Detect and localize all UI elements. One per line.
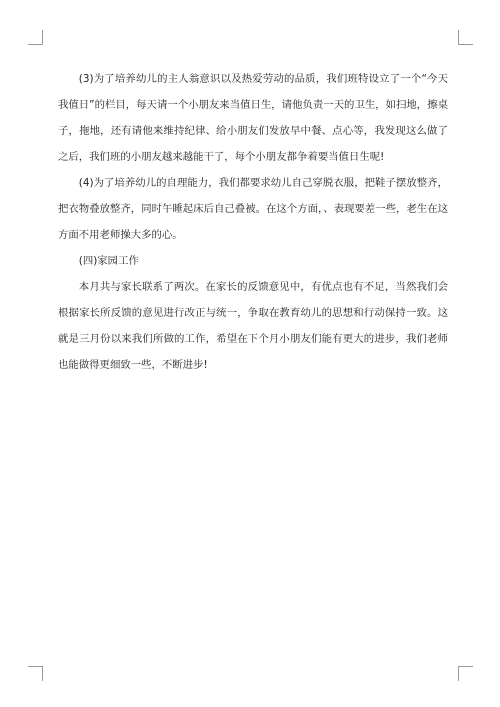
document-body bbox=[58, 66, 448, 378]
paragraph-home-school: 本月共与家长联系了两次。在家长的反馈意见中，有优点也有不足，当然我们会根据家长所反馈的意见进行改正与统一，争取在教育幼儿的思想和行动保持一致。这就是三月份以来我们所做的工作，希望在下个月小朋友们能有更大的进步，我们老师也能做得更细致一些，不断进步! bbox=[58, 281, 448, 371]
paragraph-self-care: (4)为了培养幼儿的自理能力，我们都要求幼儿自己穿脱衣服，把鞋子摆放整齐，把衣物叠放整齐，同时午睡起床后自己叠被。在这个方面，、表现要差一些，老生在这方面不用老师操大多的心。 bbox=[58, 177, 448, 241]
crop-mark-top-right bbox=[458, 30, 473, 45]
paragraph-duty-student: (3)为了培养幼儿的主人翁意识以及热爱劳动的品质，我们班特设立了一个“今天我值日”的栏目，每天请一个小朋友来当值日生，请他负责一天的卫生，如扫地，擦桌子，拖地，还有请他来维持纪律、给小朋友们发放早中餐、点心等，我发现这么做了之后，我们班的小朋友越来越能干了，每个小朋友都争着要当值日生呢! bbox=[58, 73, 448, 163]
crop-mark-top-left bbox=[28, 30, 43, 45]
crop-mark-bottom-left bbox=[28, 666, 43, 681]
section-heading: (四)家园工作 bbox=[78, 255, 139, 267]
crop-mark-bottom-right bbox=[458, 666, 473, 681]
